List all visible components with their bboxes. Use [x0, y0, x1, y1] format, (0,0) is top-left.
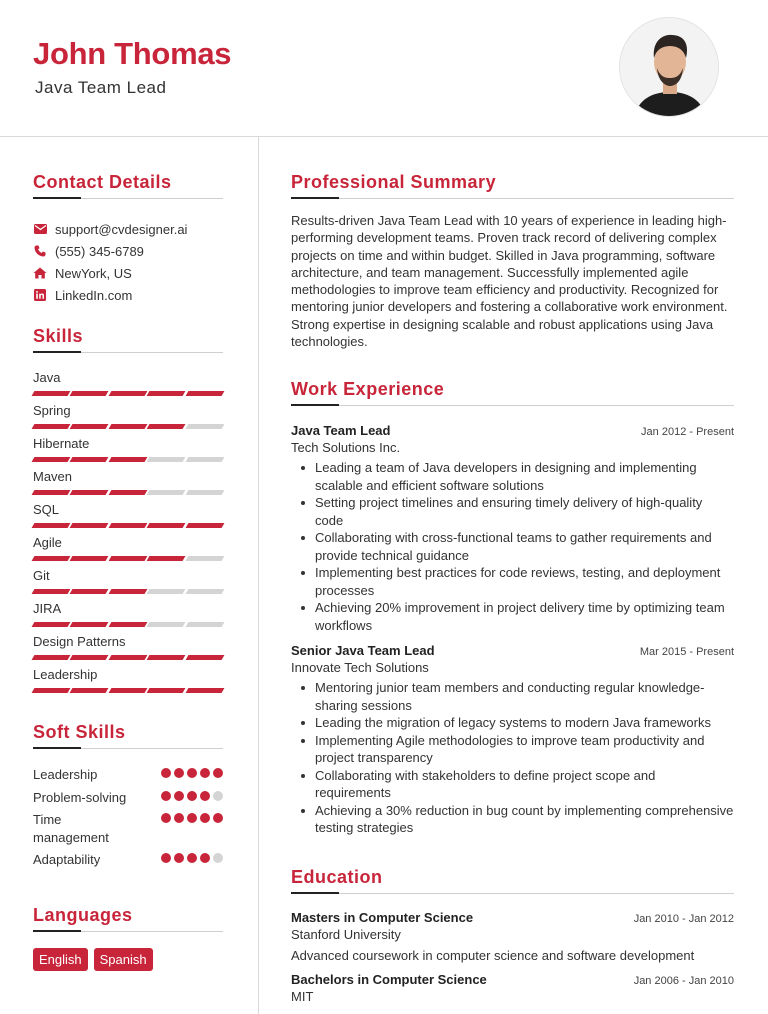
education-school: Stanford University	[291, 927, 401, 942]
job-company: Innovate Tech Solutions	[291, 660, 429, 675]
section-rule	[33, 351, 223, 353]
skill-name: Spring	[33, 403, 71, 418]
skill-level-segment	[70, 556, 109, 561]
profile-photo-avatar-icon	[620, 18, 719, 117]
soft-skill-name: Leadership	[33, 767, 98, 782]
job-bullet: Collaborating with stakeholders to define project scope and requirements	[291, 767, 734, 802]
rating-dot	[213, 768, 223, 778]
education-section-title: Education	[291, 867, 383, 887]
skill-level-segment	[147, 622, 186, 627]
job-bullet: Implementing best practices for code reviews, testing, and deployment processes	[291, 564, 734, 599]
contact-location-text: NewYork, US	[55, 265, 132, 281]
languages-section-title: Languages	[33, 905, 133, 925]
soft-skill-item	[33, 789, 223, 807]
skill-level-segment	[108, 556, 147, 561]
skill-name: Agile	[33, 535, 62, 550]
language-badge: English	[33, 948, 88, 971]
rating-dot	[174, 768, 184, 778]
skill-level-segment	[147, 655, 186, 660]
soft-skill-item	[33, 851, 223, 869]
job-bullet: Achieving a 30% reduction in bug count by implementing comprehensive testing strategies	[291, 802, 734, 837]
education-date: Jan 2010 - Jan 2012	[633, 913, 734, 925]
rating-dot	[161, 768, 171, 778]
skill-level-segment	[70, 391, 109, 396]
skill-level-bar	[33, 622, 223, 627]
section-rule	[291, 404, 734, 406]
soft-skill-item	[33, 766, 223, 784]
skill-level-segment	[32, 622, 71, 627]
skill-level-segment	[147, 589, 186, 594]
skill-level-segment	[32, 556, 71, 561]
skill-item	[33, 402, 223, 434]
rating-dot	[200, 768, 210, 778]
skill-level-segment	[185, 490, 224, 495]
skill-level-bar	[33, 391, 223, 396]
summary-section	[291, 172, 734, 350]
job-bullet: Mentoring junior team members and conducting regular knowledge-sharing sessions	[291, 679, 734, 714]
skill-level-segment	[70, 655, 109, 660]
job-bullet: Setting project timelines and ensuring timely delivery of high-quality code	[291, 494, 734, 529]
skills-section-title: Skills	[33, 326, 84, 346]
job-date: Mar 2015 - Present	[639, 646, 734, 658]
rating-dot	[187, 791, 197, 801]
skill-item	[33, 666, 223, 698]
soft-skill-name: Adaptability	[33, 852, 101, 867]
rating-dot	[213, 813, 223, 823]
skill-level-segment	[70, 424, 109, 429]
education-header	[291, 972, 734, 987]
home-icon	[33, 266, 47, 280]
rating-dot	[161, 853, 171, 863]
contact-email[interactable]	[33, 218, 223, 240]
skill-name: Design Patterns	[33, 634, 126, 649]
contact-linkedin-text: LinkedIn.com	[55, 287, 133, 303]
skill-level-segment	[32, 589, 71, 594]
rating-dot	[200, 853, 210, 863]
job-date: Jan 2012 - Present	[641, 426, 734, 438]
rating-dot	[187, 853, 197, 863]
section-rule	[33, 930, 223, 932]
section-rule	[33, 197, 223, 199]
skill-item	[33, 600, 223, 632]
skill-item	[33, 633, 223, 665]
skill-level-bar	[33, 655, 223, 660]
skill-level-segment	[185, 523, 224, 528]
skill-level-bar	[33, 523, 223, 528]
rating-dot	[174, 791, 184, 801]
skill-name: Java	[33, 370, 61, 385]
rating-dot	[213, 791, 223, 801]
languages-section	[33, 905, 223, 971]
job-header	[291, 643, 734, 658]
education-entry	[291, 972, 734, 1004]
job-bullet: Implementing Agile methodologies to improve team productivity and project transparency	[291, 732, 734, 767]
skill-item	[33, 567, 223, 599]
skill-level-segment	[108, 457, 147, 462]
soft-skill-rating	[161, 768, 223, 784]
skill-level-segment	[108, 688, 147, 693]
rating-dot	[161, 791, 171, 801]
experience-section	[291, 379, 734, 837]
soft-skill-name: Problem-solving	[33, 789, 127, 805]
skill-level-segment	[70, 622, 109, 627]
envelope-icon	[33, 222, 47, 236]
skill-level-segment	[32, 424, 71, 429]
jobs-list	[291, 423, 734, 837]
skill-level-segment	[147, 424, 186, 429]
skill-level-segment	[108, 523, 147, 528]
skill-level-segment	[147, 688, 186, 693]
skill-name: JIRA	[33, 601, 62, 616]
section-rule	[33, 747, 223, 749]
skills-list	[33, 369, 223, 698]
skill-item	[33, 369, 223, 401]
skill-level-segment	[32, 655, 71, 660]
contact-linkedin[interactable]	[33, 284, 223, 306]
skill-level-segment	[70, 490, 109, 495]
skill-level-segment	[70, 457, 109, 462]
skill-level-segment	[32, 523, 71, 528]
skill-level-segment	[108, 622, 147, 627]
contact-section-title: Contact Details	[33, 172, 172, 192]
contact-phone-text: (555) 345-6789	[55, 243, 144, 259]
section-rule	[291, 197, 734, 199]
job-title: Senior Java Team Lead	[291, 643, 435, 658]
rating-dot	[174, 813, 184, 823]
skill-level-segment	[70, 589, 109, 594]
skill-item	[33, 435, 223, 467]
skill-level-segment	[185, 391, 224, 396]
skill-level-segment	[185, 622, 224, 627]
skill-level-segment	[185, 424, 224, 429]
profile-photo	[619, 17, 719, 117]
skill-level-segment	[70, 688, 109, 693]
skill-level-segment	[70, 523, 109, 528]
soft-skill-item	[33, 811, 223, 846]
education-date: Jan 2006 - Jan 2010	[633, 975, 734, 987]
soft-skills-section-title: Soft Skills	[33, 722, 126, 742]
skill-level-bar	[33, 589, 223, 594]
skill-level-segment	[108, 490, 147, 495]
contact-phone[interactable]	[33, 240, 223, 262]
rating-dot	[187, 768, 197, 778]
soft-skills-section	[33, 722, 223, 874]
skill-level-bar	[33, 457, 223, 462]
skill-level-bar	[33, 490, 223, 495]
skill-level-segment	[108, 589, 147, 594]
contact-section	[33, 172, 223, 306]
job-bullet: Leading the migration of legacy systems to modern Java frameworks	[291, 714, 734, 732]
skill-item	[33, 501, 223, 533]
education-entry	[291, 910, 734, 963]
education-degree: Bachelors in Computer Science	[291, 972, 487, 987]
skill-name: Maven	[33, 469, 73, 484]
rating-dot	[200, 791, 210, 801]
rating-dot	[174, 853, 184, 863]
column-divider	[258, 137, 259, 1014]
job-entry	[291, 643, 734, 837]
rating-dot	[213, 853, 223, 863]
contact-location	[33, 262, 223, 284]
education-school: MIT	[291, 989, 314, 1004]
skill-level-segment	[32, 688, 71, 693]
job-bullet: Leading a team of Java developers in designing and implementing scalable and efficient software solutions	[291, 459, 734, 494]
skill-level-segment	[185, 589, 224, 594]
soft-skill-name: Time management	[33, 812, 109, 845]
soft-skills-list	[33, 766, 223, 869]
language-badge: Spanish	[94, 948, 153, 971]
job-entry	[291, 423, 734, 634]
skill-level-segment	[32, 457, 71, 462]
skill-level-segment	[185, 556, 224, 561]
skill-level-bar	[33, 688, 223, 693]
soft-skill-rating	[161, 853, 223, 869]
skill-item	[33, 468, 223, 500]
skill-level-segment	[108, 424, 147, 429]
skill-level-bar	[33, 424, 223, 429]
skill-name: Hibernate	[33, 436, 90, 451]
languages-list	[33, 948, 223, 971]
skill-name: SQL	[33, 502, 60, 517]
skill-level-segment	[147, 457, 186, 462]
candidate-title: Java Team Lead	[35, 78, 167, 97]
soft-skill-rating	[161, 813, 223, 846]
job-company: Tech Solutions Inc.	[291, 440, 401, 455]
section-rule	[291, 892, 734, 894]
skill-level-segment	[32, 490, 71, 495]
skill-level-segment	[185, 688, 224, 693]
skill-level-segment	[147, 490, 186, 495]
linkedin-icon	[33, 288, 47, 302]
education-list	[291, 910, 734, 1004]
rating-dot	[200, 813, 210, 823]
soft-skill-rating	[161, 791, 223, 807]
skill-level-segment	[185, 655, 224, 660]
skill-level-segment	[147, 523, 186, 528]
rating-dot	[161, 813, 171, 823]
education-description: Advanced coursework in computer science and software development	[291, 948, 695, 963]
skill-item	[33, 534, 223, 566]
job-bullet: Collaborating with cross-functional teams to gather requirements and provide technical guidance	[291, 529, 734, 564]
experience-section-title: Work Experience	[291, 379, 445, 399]
skill-level-segment	[185, 457, 224, 462]
contact-list	[33, 218, 223, 306]
job-header	[291, 423, 734, 438]
education-degree: Masters in Computer Science	[291, 910, 474, 925]
skill-level-segment	[147, 391, 186, 396]
candidate-name: John Thomas	[33, 36, 232, 71]
contact-email-text: support@cvdesigner.ai	[55, 221, 188, 237]
skill-level-segment	[32, 391, 71, 396]
summary-section-title: Professional Summary	[291, 172, 497, 192]
rating-dot	[187, 813, 197, 823]
skill-level-segment	[108, 655, 147, 660]
skill-name: Git	[33, 568, 50, 583]
skills-section	[33, 326, 223, 698]
education-section	[291, 867, 734, 1004]
job-bullets	[291, 459, 734, 634]
resume-header	[0, 0, 768, 137]
summary-text: Results-driven Java Team Lead with 10 years of experience in leading high-performing development teams. Proven track record of delivering complex projects on time and within budget. Skilled in Java programming, software architecture, and team management. Successfully implemented agile methodologies to improve team efficiency and productivity. Recognized for mentoring junior developers and fostering a collaborative work environment. Strong expertise in designing scalable and robust applications using Java technologies.	[291, 213, 728, 350]
skill-level-segment	[147, 556, 186, 561]
job-bullet: Achieving 20% improvement in project delivery time by optimizing team workflows	[291, 599, 734, 634]
skill-level-segment	[108, 391, 147, 396]
phone-icon	[33, 244, 47, 258]
job-bullets	[291, 679, 734, 837]
education-header	[291, 910, 734, 925]
skill-level-bar	[33, 556, 223, 561]
skill-name: Leadership	[33, 667, 98, 682]
job-title: Java Team Lead	[291, 423, 391, 438]
